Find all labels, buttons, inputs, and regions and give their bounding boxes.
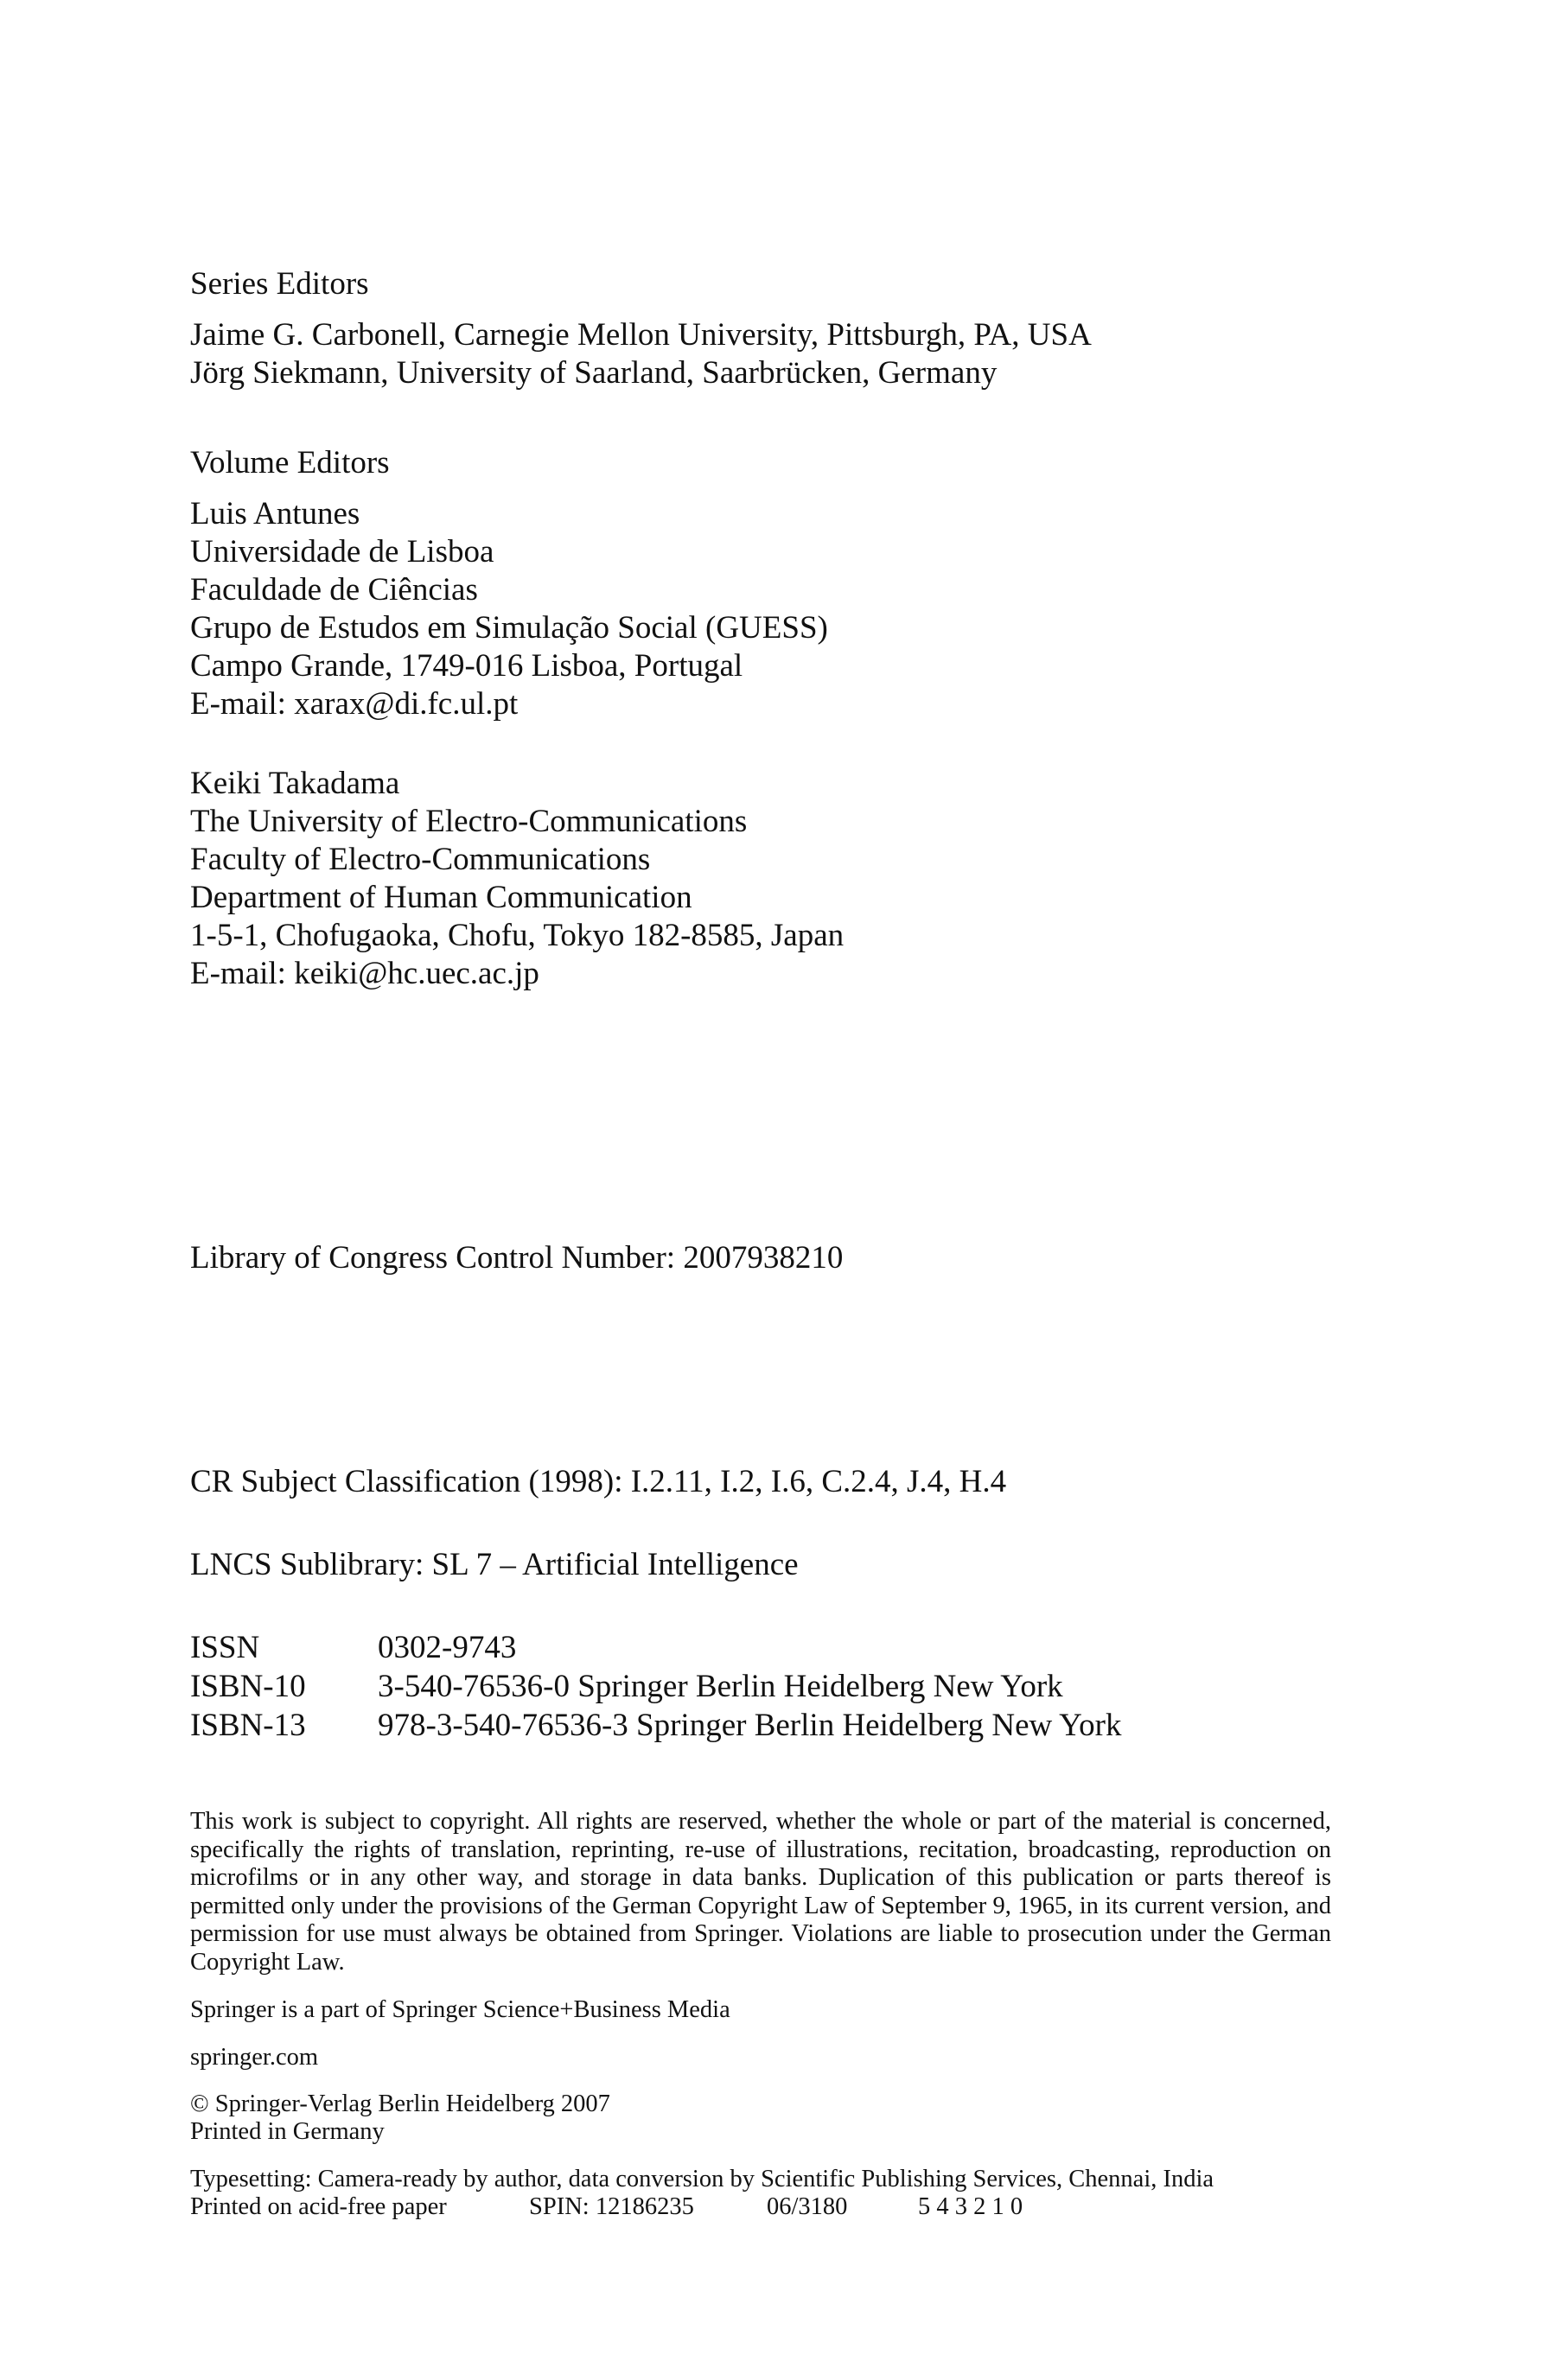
series-editor-line: Jörg Siekmann, University of Saarland, Saarbrücken, Germany [190,355,998,391]
issn-value: 0302-9743 [378,1630,517,1665]
volume-editor-line: The University of Electro-Communications [190,804,748,839]
spin-number: SPIN: 12186235 [529,2193,694,2220]
issn-label: ISSN [190,1630,260,1665]
springer-part-of: Springer is a part of Springer Science+Business Media [190,1996,730,2023]
volume-editor-line: Keiki Takadama [190,766,400,801]
volume-editor-email: E-mail: keiki@hc.uec.ac.jp [190,956,539,991]
volume-editor-line: 1-5-1, Chofugaoka, Chofu, Tokyo 182-8585, Japan [190,918,845,953]
printed-in: Printed in Germany [190,2118,385,2145]
volume-editor-line: Luis Antunes [190,496,360,531]
isbn13-value: 978-3-540-76536-3 Springer Berlin Heidelberg New York [378,1708,1122,1743]
series-editors-heading: Series Editors [190,266,369,302]
volume-editor-line: Grupo de Estudos em Simulação Social (GUESS) [190,610,828,646]
typesetting-info: Typesetting: Camera-ready by author, data conversion by Scientific Publishing Services, Chennai, India [190,2166,1214,2192]
volume-editor-email: E-mail: xarax@di.fc.ul.pt [190,686,519,722]
series-editor-line: Jaime G. Carbonell, Carnegie Mellon University, Pittsburgh, PA, USA [190,317,1092,353]
volume-editor-line: Universidade de Lisboa [190,534,494,570]
volume-editors-heading: Volume Editors [190,445,390,480]
print-info [190,2193,1023,2222]
copyright-line: © Springer-Verlag Berlin Heidelberg 2007 [190,2090,610,2117]
cr-subject-classification: CR Subject Classification (1998): I.2.11, I.2, I.6, C.2.4, J.4, H.4 [190,1464,1007,1499]
loc-control-number: Library of Congress Control Number: 2007938210 [190,1240,844,1276]
isbn10-label: ISBN-10 [190,1669,306,1704]
isbn10-value: 3-540-76536-0 Springer Berlin Heidelberg New York [378,1669,1063,1704]
lncs-sublibrary: LNCS Sublibrary: SL 7 – Artificial Intelligence [190,1547,799,1582]
volume-editor-line: Faculty of Electro-Communications [190,842,651,877]
isbn13-label: ISBN-13 [190,1708,306,1743]
volume-editor-line: Campo Grande, 1749-016 Lisboa, Portugal [190,648,743,684]
print-code: 06/3180 [767,2193,848,2220]
volume-editor-line: Department of Human Communication [190,880,692,915]
springer-url: springer.com [190,2044,319,2071]
printing-numbers: 5 4 3 2 1 0 [918,2193,1023,2220]
copyright-notice: This work is subject to copyright. All rights are reserved, whether the whole or part of the material is concerned, specifically the rights of translation, reprinting, re-use of illustrations, recitation, broadcasting, reproduction on microfilms or in any other way, and storage in data banks. Duplication of this publication or parts thereof is permitted only under the provisions of the German Copyright Law of September 9, 1965, in its current version, and permission for use must always be obtained from Springer. Violations are liable to prosecution under the German Copyright Law. [190,1808,1331,1976]
paper-info: Printed on acid-free paper [190,2193,447,2220]
volume-editor-line: Faculdade de Ciências [190,572,478,608]
